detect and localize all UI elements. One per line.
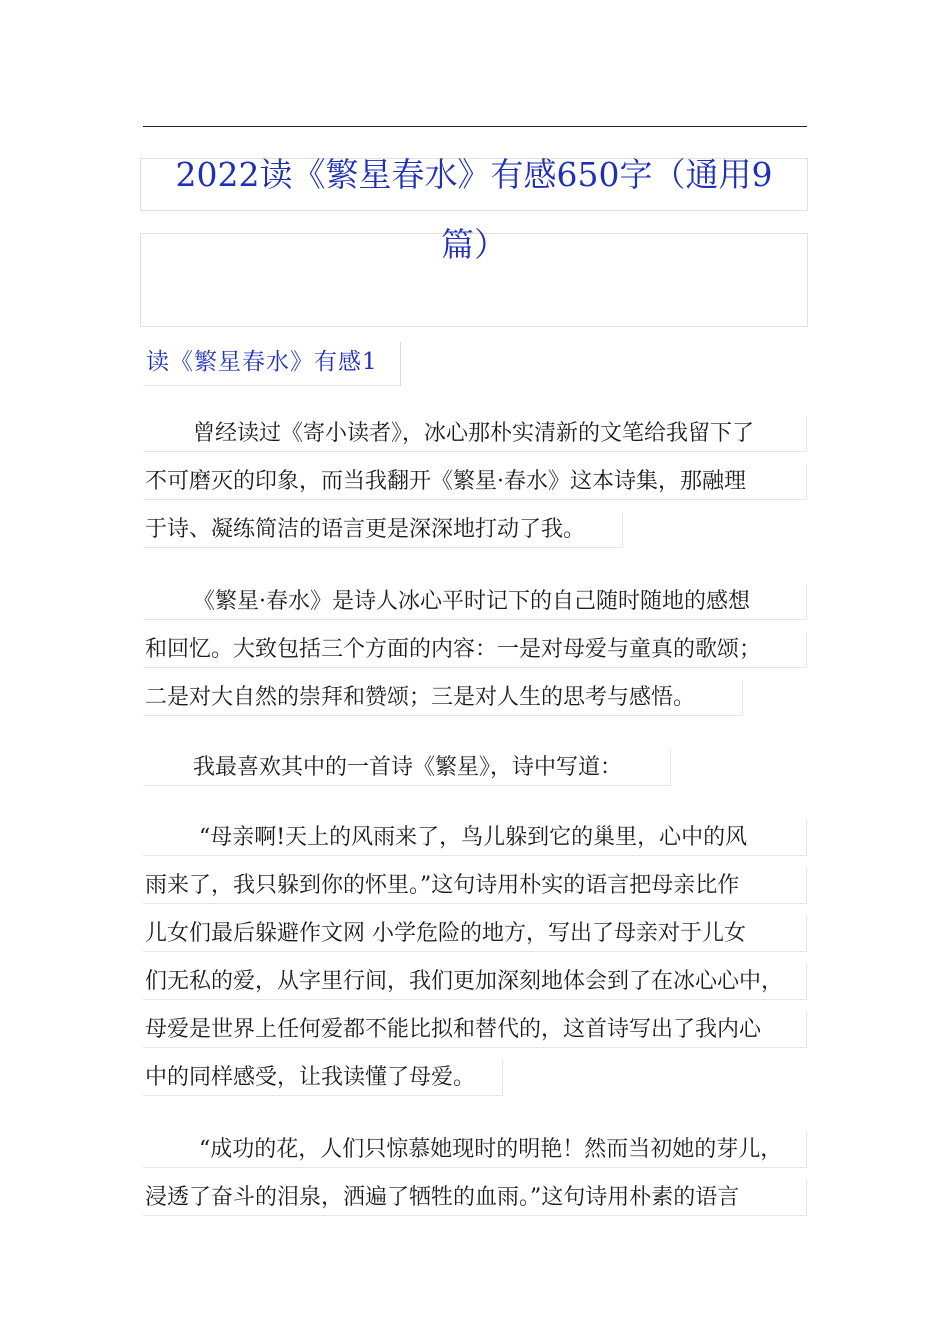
document-title-line-1: 2022读《繁星春水》有感650字（通用9 (175, 155, 773, 194)
paragraph-line: 不可磨灭的印象，而当我翻开《繁星·春水》这本诗集，那融理 (143, 464, 807, 500)
paragraph-line: 浸透了奋斗的泪泉，洒遍了牺牲的血雨。”这句诗用朴素的语言 (143, 1180, 807, 1216)
title-box-1 (140, 155, 808, 211)
paragraph-line: “成功的花，人们只惊慕她现时的明艳！然而当初她的芽儿， (143, 1132, 807, 1168)
paragraph-line: 我最喜欢其中的一首诗《繁星》，诗中写道： (143, 750, 671, 786)
paragraph-line: “母亲啊!天上的风雨来了，鸟儿躲到它的巢里，心中的风 (143, 820, 807, 856)
paragraph-line: 和回忆。大致包括三个方面的内容：一是对母爱与童真的歌颂； (143, 632, 807, 668)
paragraph-line: 《繁星·春水》是诗人冰心平时记下的自己随时随地的感想 (143, 584, 807, 620)
section-heading: 读《繁星春水》有感1 (143, 342, 401, 386)
paragraph-line: 中的同样感受，让我读懂了母爱。 (143, 1060, 503, 1096)
paragraph-line: 儿女们最后躲避作文网 小学危险的地方，写出了母亲对于儿女 (143, 916, 807, 952)
document-title-line-2: 篇） (441, 225, 507, 264)
paragraph-line: 们无私的爱，从字里行间，我们更加深刻地体会到了在冰心心中， (143, 964, 807, 1000)
paragraph-line: 于诗、凝练简洁的语言更是深深地打动了我。 (143, 512, 623, 548)
paragraph-line: 母爱是世界上任何爱都不能比拟和替代的，这首诗写出了我内心 (143, 1012, 807, 1048)
paragraph-line: 曾经读过《寄小读者》，冰心那朴实清新的文笔给我留下了 (143, 416, 807, 452)
top-rule (143, 126, 807, 127)
paragraph-line: 二是对大自然的崇拜和赞颂；三是对人生的思考与感悟。 (143, 680, 743, 716)
paragraph-line: 雨来了，我只躲到你的怀里。”这句诗用朴实的语言把母亲比作 (143, 868, 807, 904)
title-box-2 (140, 225, 808, 327)
